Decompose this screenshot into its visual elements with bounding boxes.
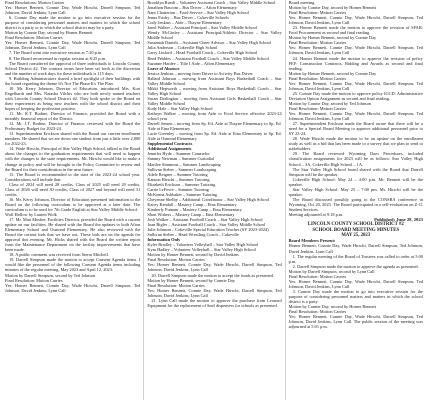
text-line: The Board discussed possibly going to the CONSBA conference in Wyoming, Oct 20, 2023. The Board participated in a self-evaluation on Z-11 Student Services. <box>288 196 423 212</box>
text-line: 13. Superintendent Erickson shared with the Board our current enrollment numbers. He shared that we are down one student from just a little over 2,800 for 2022-23. <box>5 131 141 147</box>
text-line: Garry Linford – Head Football Coach – Cokeville High School <box>147 50 258 56</box>
text-line: 18. A public comment was received from Sierra Mitchell. <box>9 252 109 258</box>
section-label: Additional Assignments <box>147 146 192 152</box>
text-line: Motion by Darrell Simpson, second by Lynn Call <box>288 268 375 274</box>
section-heading: MAY 25, 2023 <box>341 233 371 239</box>
text-line: Susan Darlington – moving from Assistant Girls Basketball Coach – Star Valley Middle School <box>147 95 282 106</box>
text-line: Sullivan Sieber – Head Wrestling Coach – Cokeville <box>147 232 239 238</box>
text-line: Final Resolution: Motion Carries <box>288 10 347 16</box>
text-line: Yes: Homer Bennett, Connie Day, Wade Hirschi, Darrell Simpson, Ted Johnson, David Jenkins, Lynn Call <box>5 5 141 16</box>
text-line: Jenna Frisby – Bus Driver – Cokeville Schools <box>147 15 229 21</box>
text-line: Jessica Jenkins – moving from Driver to Activity Bus Driver <box>147 70 253 76</box>
text-line: 9. Building Administrators shared a brief spotlight of their buildings with the board regarding the theme It's Not The Phase It's The Plan. <box>5 75 141 86</box>
text-line: Motion by Connie Day, second by Homer Bennett <box>288 304 376 310</box>
text-line: Kanson Hirschi – Summer Tutoring <box>147 176 210 182</box>
text-line: Julia Anderson – Cokeville High School <box>147 45 218 51</box>
text-line: 2. Darrell Simpson made the motion to approve the agenda as presented. <box>292 263 419 269</box>
text-line: Sammy Newman – Summer Custodial <box>147 156 215 162</box>
text-line: 7. The Board went into executive session at 7:20 p.m. <box>9 50 103 56</box>
text-line: Shari Withers – Mastery Camp – Etna Elementary <box>147 211 235 217</box>
text-line: Cheyenne Shelby – Additional Coordinator – Star Valley High School <box>147 196 269 202</box>
text-line: 15. The Board is recommended to the start of the 2023-24 school year. Considerations will include that: <box>5 171 141 182</box>
text-line: The Star Valley High School board shared with the Board that Darrell Simpson will be the speaker. <box>288 166 423 177</box>
text-line: 20. Darrell Simpson made the motion to accept the funds as presented. <box>151 272 274 278</box>
text-line: Jennifer Hyde – Summer Counselor <box>147 151 210 157</box>
text-line: Kym Hadley – Volunteer Volleyball – Star Valley High School <box>147 247 256 253</box>
text-line: Final Resolution: Motion Carries <box>288 75 347 81</box>
text-line: Yes: Homer Bennett, Connie Day, Wade Hirschi, Darrell Simpson, Ted Johnson, David Jenkins, Lynn Call. The public session of the meeting was adjourned at 5:01 p.m. <box>288 314 423 330</box>
text-line: The Board considered the approval of three individuals to Lincoln County School District #2. The contract terms have been set forth at the discretion and the number of work days for these individuals is 115 days. <box>5 60 141 76</box>
text-line: 25. Connie Day made the motion to approve policy IGCD: Administrative Deviation Option Assignment as second and final reading. <box>288 90 423 101</box>
text-line: Julie Johnson – Cokeville Special Education Teacher (SY 2023-2024) <box>147 227 269 233</box>
text-line: Meeting adjourned at 9:18 p.m. <box>288 211 344 217</box>
text-line: Carrie LeFevre – Summer Tutoring <box>147 186 209 192</box>
text-line: Yes: Homer Bennett, Connie Day, Wade Hirschi, Darrell Simpson, Ted Johnson, David Jenkins, Lynn Call <box>288 111 423 122</box>
text-line: Wolf Hollow by Lauren Wolk <box>5 211 57 217</box>
text-line: Nani Chatterton – Food Service – Star Valley High School <box>147 10 249 16</box>
text-line: Motion by Homer Bennett, second by David Jenkins <box>147 252 239 258</box>
text-line: Final Resolution: Motion Carries <box>288 105 347 111</box>
column-left <box>2 0 143 400</box>
text-line: Motion by Darrell Simpson, second by Ted Johnson <box>5 272 96 278</box>
text-line: 11. Mr. R.T. Bodine, Director of Finance, provided the Board with a monthly financial report of the District. <box>5 111 141 122</box>
text-line: 1. The regular meeting of the Board of Trustees was called to order at 5:00 p.m. <box>288 253 423 264</box>
text-line: Reed Pebbles – Assistant Football Coach – Star Valley Middle School <box>147 55 269 61</box>
text-line: Final Resolutions: Motion Carries <box>5 0 65 5</box>
section-label: Leave of Absence <box>147 65 180 71</box>
text-line: Kimberly Putnam – Mastery Camp – Etna Elementary <box>147 206 242 212</box>
text-line: 12. Mr. J.T. Bodine, Director of Finance, reviewed with the Board the Preliminary Budget for 2023-24. <box>5 121 141 132</box>
section-heading: LINCOLN COUNTY SCHOOL DISTRICT #2 <box>307 222 404 228</box>
text-line: 28. Wade Hirschi made the motion to be on update on the enrollment study as well as a bid that has been made to a survey that we plan to send to stakeholders. <box>288 136 423 152</box>
text-line: 16. Mr. Kerry Johnson, Director of Education presented information to the Board on the following curriculum to be approved at a later date. The curriculum is to be used for 7th Grade English at Star Valley Middle School: <box>5 196 141 212</box>
text-line: Yes: Homer Bennett, Connie Day, Wade Hirschi, Darrell Simpson, Ted Johnson, David Jenkins, Lynn Call <box>5 40 141 51</box>
text-line: Yes: Homer Bennett, Connie Day, Wade Hirschi, Darrell Simpson, Ted Johnson, David Jenkins, Lynn Call <box>288 278 423 289</box>
text-line: Lacie Greenley – moving from Sp. Ed. Aide at Etna Elementary to Sp. Ed. Aide at Osmond Elementary <box>147 131 282 142</box>
text-line: 6. Connie Day made the motion to go into executive session for the purpose of considering personnel matters and matters in which the school district is a party or to which the school district may be a party. <box>5 15 141 31</box>
text-line: Final Resolution: Motion Carries <box>288 309 347 315</box>
text-line: 27. Superintendent Erickson made the Board aware that there will be a need for a Special Board Meeting to approve additional personnel prior to SY 23-24. <box>288 121 423 137</box>
column-right <box>285 0 426 400</box>
text-line: Star Valley High School: May 25 – 7:00 pm. Mr. Hirschi will be the speaker. <box>288 186 423 197</box>
text-line: Motion by Connie Day, second by Homer Bennett <box>5 30 93 36</box>
text-line: Adele Reigner – Summer Tutoring <box>147 171 208 177</box>
text-line: Yes: Homer Bennett, Connie Day, Wade Hirschi, Darrell Simpson, Ted Johnson, David Jenkins, Lynn Call <box>288 45 423 56</box>
text-line: 3. Connie Day made the motion to go into executive session for the purpose of considering personnel matters and matters in which the school district is a party. <box>288 288 423 304</box>
text-line: Class of 2024 will need 28 credits, Class of 2025 will need 29 credits, Class of 2026 will need 30 credits, Class of 2027 and beyond will need 31 credits. <box>5 181 141 197</box>
section-label: Board Members Present: <box>288 238 336 244</box>
text-line: 14. Wade Hirschi, Principal of Star Valley High School, talked to the Board about the changes to the graduation requirements that will need to happen with the changes to the state requirements. Mr. Hirschi would like to make a change in policy and will be brought to the Policy Committee to review and the Board for their consideration in the near future. <box>5 146 141 172</box>
text-line: Joan Bigler – Assistant Football Coach – Star Valley Middle School <box>147 222 266 228</box>
section-heading: SCHOOL BOARD MEETING MINUTES <box>312 227 400 233</box>
text-line: Kacey Kendall – Mastery Camp – Etna Elementary <box>147 201 237 207</box>
text-line: Yes: Homer Bennett, Connie Day, Wade Hirschi, Darrell Simpson, Ted Johnson, David Jenkins, Lynn Call <box>147 287 282 298</box>
text-line: Yes: Homer Bennett, Connie Day, Wade Hirschi, Darrell Simpson, Ted Johnson, David Jenkins, Lynn Call <box>147 262 282 273</box>
text-line: Wendy McGinley – Assistant Principal/Athletic Director – Star Valley Middle School <box>147 30 282 41</box>
text-line: 19. Darrell Simpson made the motion to accept Consent Agenda items. I would like the personnel of the following Consent Agenda items including minutes of the regular meeting, May 2023 and April 12, 2023. <box>5 257 141 273</box>
section-label: Supplemental Contracts <box>147 141 193 147</box>
text-line: Darrell Jensen – moving from Sp. Ed. Aide at Thayne Elementary to Sp. Ed. Aide at Etna Elementary <box>147 121 282 132</box>
text-line: 10. Mr. Kerry Johnson, Director of Education, introduced Mrs. Kori Engelhardt and Mrs. Natasha Vilchis who are both newly named teachers with Lincoln County School District #2. They both spoke to the Board on their experiences as being new teachers with the school district and their hopes of keeping the profession positive. <box>5 85 141 111</box>
text-line: Motion by Homer Bennett, second by Connie Day <box>147 277 235 283</box>
text-line: Suzanne Hardee – Title I Aide – Afton Elementary <box>147 60 236 66</box>
text-line: Final Resolution: Motion Carries <box>288 40 347 46</box>
text-line: Final Resolution: Motion Carries <box>5 35 63 41</box>
text-line: Sullivan Sieber – Summer Landscaping <box>147 166 217 172</box>
column-middle <box>143 0 284 400</box>
text-line: Final Resolution: Motion Carries <box>147 282 205 288</box>
text-line: Yes: Homer Bennett, Connie Day, Wade Hirschi, Darrell Simpson, Ted Johnson, David Jenkins, Lynn Call <box>288 15 423 26</box>
text-line: Kody Hale – Star Valley High School <box>147 105 213 111</box>
text-line: Ballard Johnson – moving from Assistant Boys Basketball Coach – Star Valley Middle School <box>147 75 282 86</box>
text-line: Josh Walker – Assistant Football Coach – Star Valley High School <box>147 217 263 223</box>
text-line: 24. Homer Bennett made the motion to approve the revision of policy FEF: Construction Contracts, Bidding and Awards as second and final reading. <box>288 55 423 71</box>
text-line: Kathryn Walker – moving from Aide to Food Service effective 2023-24 school year <box>147 111 282 122</box>
text-line: Motion by Homer Bennett, second by Connie Day <box>288 35 377 41</box>
text-line: 8. The Board reconvened in regular session at 8:25 p.m. <box>9 55 107 61</box>
text-line: Final Resolution: Motion Carries <box>147 257 205 263</box>
text-line: Jonathon Bascom – Bus Driver – Afton Elementary <box>147 5 237 11</box>
text-line: Marilee Simmons – Summer Landscaping <box>147 161 221 167</box>
text-line: 21. Lynn Call made the motion to approve the purchase from Leonard Equipment for the replacement of Snel dispensers for schools as presented. <box>147 297 282 308</box>
text-line: Cody Jenkins – Aide – Thayne Elementary <box>147 20 222 26</box>
text-line: Yes: Homer Bennett, Connie Day, Wade Hirschi, Darrell Simpson, Ted Johnson, David Jenkins, Lynn Call <box>5 282 141 293</box>
text-line: 29. The Board reviewed Wyoming Dues Procedures, included classification assignments for 2023 will be as follows: Star Valley High School – 3A, Cokeville High School – 1A. <box>288 151 423 167</box>
text-line: Motion by Connie Day, second by Ted Johnson <box>288 100 371 106</box>
text-line: Cokeville High School: May 24 – 4:00 p.m. Mr. Bennett will be the speaker. <box>288 176 423 187</box>
text-line: Board meeting. <box>288 0 316 5</box>
text-line: Yes: Homer Bennett, Connie Day, Wade Hirschi, Darrell Simpson, Ted Johnson, David Jenkins, Lynn Call <box>288 80 423 91</box>
text-line: Elizabeth Erickson – Summer Tutoring <box>147 181 216 187</box>
text-line: Kyler Bradley – Volunteer Volleyball – Star Valley High School <box>147 242 259 248</box>
text-line: Final Resolution: Motion Carries <box>5 277 63 283</box>
text-line: Mikki Hepworth – moving from Assistant Boys Basketball Coach – Star Valley High School <box>147 85 282 96</box>
text-line: Motion by Connie Day, second by Homer Bennett <box>288 5 376 11</box>
section-label: Information Only <box>147 237 181 243</box>
text-line: 23. Homer Bennett made the motion to approve the revision of SFAB: Food Procurement as second and final reading. <box>288 25 423 36</box>
text-line: Final Resolution: Motion Carries <box>288 273 347 279</box>
text-line: Brooklyn Ruedi – Volunteer Assistant Coach – Star Valley Middle School <box>147 0 276 5</box>
text-line: McKenna Ashbaker – Summer Tutoring <box>147 191 218 197</box>
text-line: Susannah Daniels – Assistant Cheer Advisor – Star Valley High School <box>147 40 272 46</box>
text-line: Jared Walker – Assistant Principal – Star Valley Middle School <box>147 25 257 31</box>
text-line: Homer Bennett, Connie Day, Wade Hirschi, Darrell Simpson, Ted Johnson, David Jenkins, Lynn Call <box>288 243 423 254</box>
text-line: Motion by Homer Bennett, second by Connie Day <box>288 70 377 76</box>
published-date: Published: June 28, 2023 <box>374 217 423 223</box>
text-line: 17. Mr. Matt Mosher, Facilities Director, provided the Board with a current update on our facilities. He shared with the Board the updates to both Afton Elementary School and Osmond Elementary. He also reviewed with the Board the current bids that we have out. These bids are on the agenda for approval this evening. Mr. Hicks shared with the Board the written report from the Maintenance Department on the facility improvements that have been made. <box>5 217 141 253</box>
